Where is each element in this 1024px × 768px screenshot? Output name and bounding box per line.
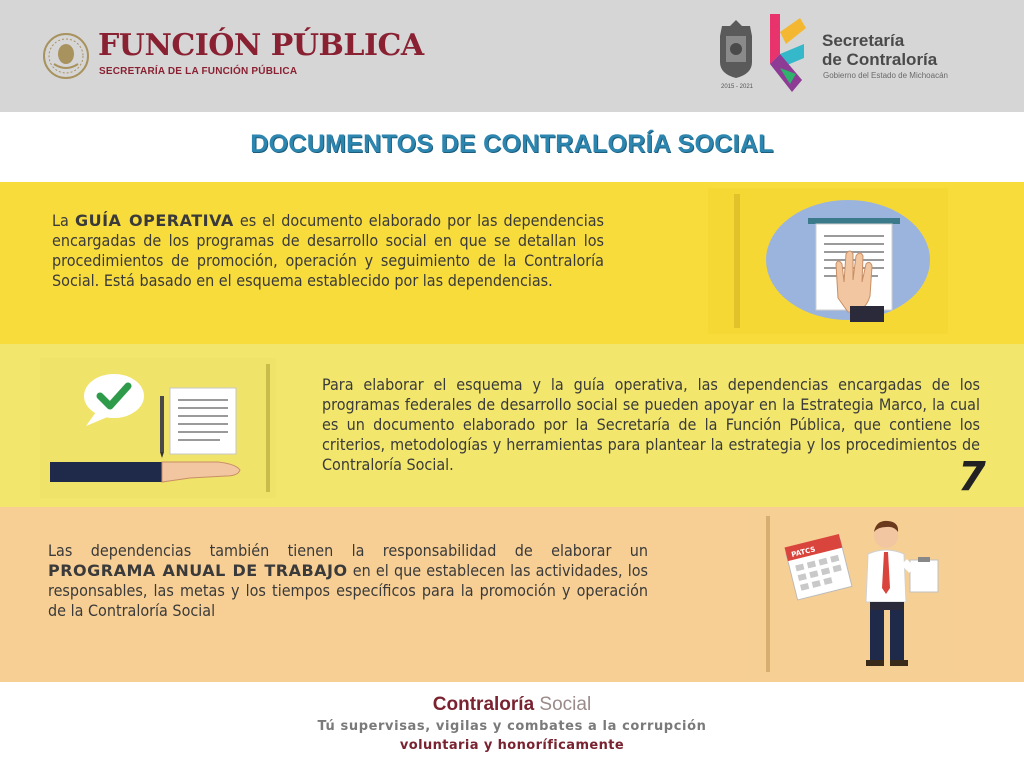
page-number: 7 <box>958 454 986 500</box>
contraloria-subtitle: Gobierno del Estado de Michoacán <box>823 71 948 80</box>
document-hand-icon <box>708 188 948 334</box>
k-logo-icon <box>766 14 810 94</box>
funcion-publica-subtitle: SECRETARÍA DE LA FUNCIÓN PÚBLICA <box>99 66 298 77</box>
footer-brand: Contraloría Social <box>432 694 592 715</box>
calendar-label: PATCS <box>790 545 817 559</box>
guia-operativa-text: La GUÍA OPERATIVA es el documento elaborado por las dependencias encargadas de los programas de desarrollo social en que se detallan los procedimientos de promoción, operación y seguimiento de la Contraloría Social. Está basado en el esquema establecido por las dependencias. <box>52 211 605 290</box>
funcion-publica-title: FUNCIÓN PÚBLICA <box>98 28 424 63</box>
programa-anual-keyword: PROGRAMA ANUAL DE TRABAJO <box>48 561 348 580</box>
seal-years: 2015 - 2021 <box>720 84 754 90</box>
page-title: DOCUMENTOS DE CONTRALORÍA SOCIAL <box>250 130 774 158</box>
programa-anual-text: Las dependencias también tienen la responsabilidad de elaborar un PROGRAMA ANUAL DE TRABAJO en el que establecen las actividades, los responsables, las metas y los tiempos específicos para la promoción y operación de la Contraloría Social <box>48 541 649 620</box>
estrategia-marco-text: Para elaborar el esquema y la guía operativa, las dependencias encargadas de los programas federales de desarrollo social se pueden apoyar en la Estrategia Marco, la cual es un documento elaborado por la Secretaría de la Función Pública, que contiene los criterios, metodologías y herramientas para plantear la estrategia y los procedimientos de Contraloría Social. <box>322 375 980 474</box>
header-bar <box>0 0 1024 112</box>
michoacan-seal-icon <box>716 18 756 80</box>
footer-slogan: Tú supervisas, vigilas y combates a la corrupción <box>317 719 707 734</box>
contraloria-title-line1: Secretaría <box>822 31 905 50</box>
checkmark-document-illustration <box>40 358 276 498</box>
contraloria-title-line2: de Contraloría <box>822 50 938 69</box>
document-pencil-icon <box>160 388 236 458</box>
guia-operativa-keyword: GUÍA OPERATIVA <box>74 211 234 230</box>
footer-tagline: voluntaria y honoríficamente <box>399 738 625 753</box>
businessman-calendar-illustration <box>748 510 958 678</box>
national-seal-icon <box>42 32 90 80</box>
